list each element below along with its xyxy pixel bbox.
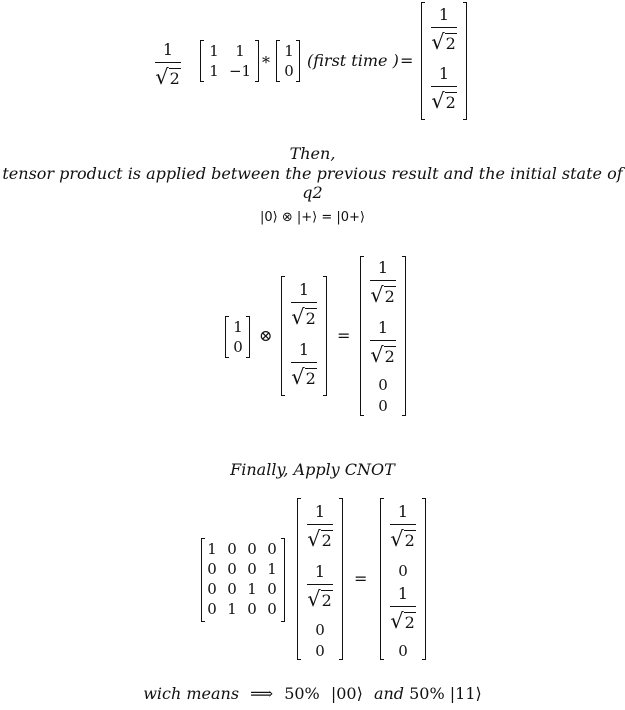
cnot-cell: 0: [227, 580, 237, 598]
result-left-bracket: [380, 498, 384, 660]
cnot-cell: 0: [267, 580, 277, 598]
cnot-cell: 1: [207, 540, 217, 558]
cnot-cell: 0: [207, 600, 217, 618]
vector-cell: 1: [233, 318, 243, 336]
cnot-cell: 0: [227, 540, 237, 558]
sqrt-symbol: √2: [390, 527, 415, 551]
sqrt-symbol: √2: [431, 89, 456, 113]
finally-text: Finally, Apply CNOT: [230, 460, 395, 479]
vector-cell: 0: [315, 642, 325, 660]
tensor-symbol: ⊗: [259, 326, 273, 345]
vector-fraction: 1 √2: [307, 562, 332, 611]
sqrt-symbol: √2: [370, 283, 395, 307]
result-cell: 0: [378, 397, 388, 415]
ket-equation: |0⟩ ⊗ |+⟩ = |0+⟩: [260, 210, 365, 225]
sqrt-symbol: √2: [307, 587, 332, 611]
matrix-cell: −1: [228, 62, 252, 80]
result-right-bracket: [463, 2, 467, 120]
result-fraction: 1 √2: [390, 584, 415, 633]
ket-11: |11⟩: [449, 684, 482, 703]
cnot-cell: 1: [247, 580, 257, 598]
equals-sign: =: [337, 326, 351, 345]
result-cell: 0: [398, 642, 408, 660]
result-left-bracket: [421, 2, 425, 120]
cnot-cell: 0: [247, 540, 257, 558]
first-time-label: (first time ): [307, 51, 399, 70]
mid-fraction: 1 √2: [291, 280, 316, 329]
vector-right-bracket: [339, 498, 343, 660]
implies-arrow: ⟹: [250, 684, 274, 703]
result-fraction: 1 √2: [390, 502, 415, 551]
cnot-cell: 0: [227, 560, 237, 578]
matrix-right-bracket: [255, 40, 259, 82]
fraction-numerator: 1: [162, 40, 174, 59]
sqrt-symbol: √2: [155, 65, 180, 89]
matrix-cell: 1: [209, 42, 219, 60]
wich-means-text: wich means: [143, 684, 240, 703]
mid-left-bracket: [281, 276, 285, 396]
equals-sign: =: [400, 51, 414, 70]
result-fraction: 1 √2: [370, 318, 395, 367]
and-text: and: [373, 684, 405, 703]
cnot-cell: 0: [207, 580, 217, 598]
sqrt-symbol: √2: [390, 609, 415, 633]
result-right-bracket: [422, 498, 426, 660]
cnot-cell: 1: [227, 600, 237, 618]
cnot-cell: 0: [247, 560, 257, 578]
vector-cell: 0: [315, 621, 325, 639]
scalar-fraction: [153, 40, 183, 89]
sqrt-symbol: √2: [291, 305, 316, 329]
result-cell: 0: [398, 562, 408, 580]
ket-00: |00⟩: [330, 684, 363, 703]
result-fraction: 1 √2: [431, 5, 456, 54]
matrix-cell: 1: [209, 62, 219, 80]
vector-cell: 1: [284, 42, 294, 60]
cnot-cell: 0: [207, 560, 217, 578]
cnot-cell: 0: [267, 540, 277, 558]
equals-sign: =: [354, 569, 368, 588]
matrix-cell: 1: [235, 42, 245, 60]
cnot-cell: 1: [267, 560, 277, 578]
fraction-bar: [155, 62, 181, 63]
vector-cell: 0: [284, 62, 294, 80]
cnot-cell: 0: [267, 600, 277, 618]
multiply-symbol: *: [262, 53, 270, 72]
tensor-text: tensor product is applied between the previous result and the initial state of q2: [2, 164, 623, 202]
mid-right-bracket: [323, 276, 327, 396]
result-cell: 0: [378, 376, 388, 394]
then-text: Then,: [289, 144, 336, 163]
probability-1: 50%: [284, 684, 320, 703]
sqrt-symbol: √2: [307, 527, 332, 551]
mid-fraction: 1 √2: [291, 340, 316, 389]
vector-cell: 0: [233, 338, 243, 356]
result-right-bracket: [402, 256, 406, 416]
sqrt-symbol: √2: [291, 365, 316, 389]
cnot-cell: 0: [247, 600, 257, 618]
sqrt-symbol: √2: [370, 343, 395, 367]
result-left-bracket: [360, 256, 364, 416]
probability-2: 50%: [409, 684, 445, 703]
sqrt-symbol: √2: [431, 30, 456, 54]
conclusion-line: [0, 684, 625, 703]
result-fraction: 1 √2: [431, 64, 456, 113]
vector-left-bracket: [297, 498, 301, 660]
result-fraction: 1 √2: [370, 258, 395, 307]
vector-fraction: 1 √2: [307, 502, 332, 551]
